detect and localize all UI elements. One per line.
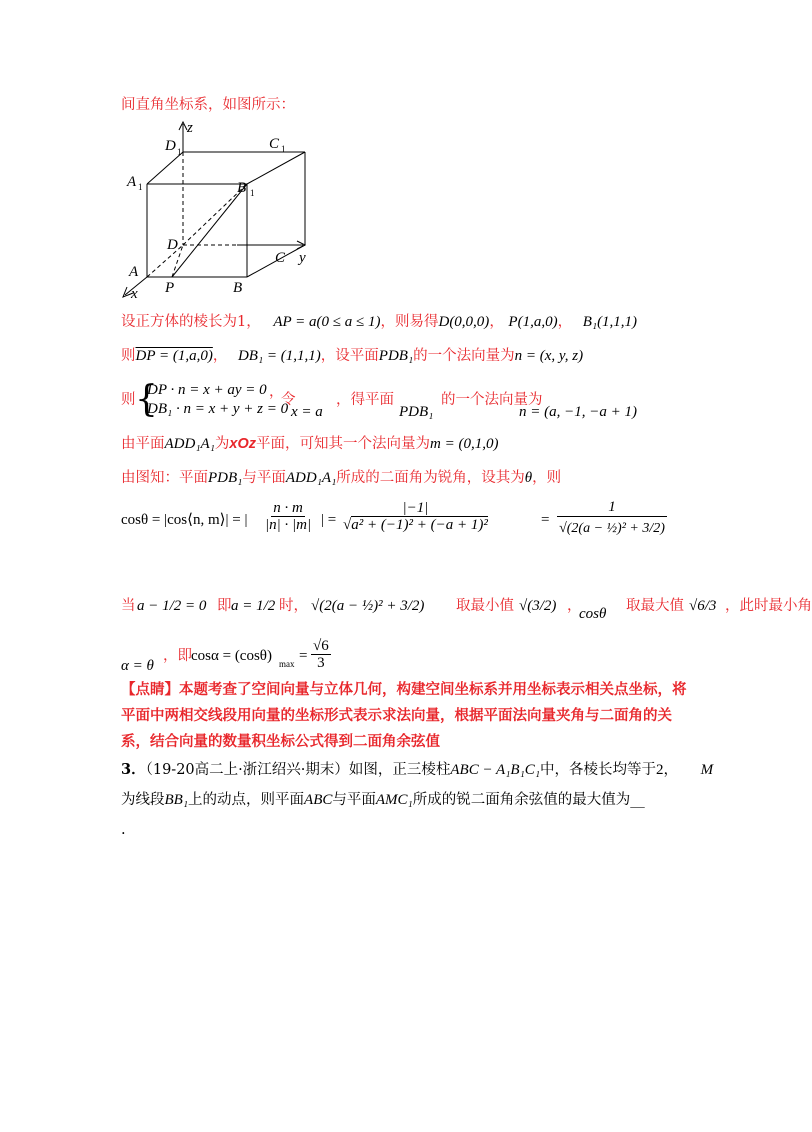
label-b1: B [237,180,247,196]
label-y: y [299,250,306,266]
svg-text:1: 1 [138,182,143,192]
formula-a: a = 1/2 [231,598,276,614]
vector-m: m = (0,1,0) [430,436,499,452]
svg-text:1: 1 [177,147,182,157]
text: ，则易得 [380,314,439,330]
label-b: B [233,280,243,296]
cube-figure [115,112,315,300]
formula-b1: B₁(1,1,1) [582,314,638,330]
formula-p: P(1,a,0) [508,314,558,330]
answer-blank[interactable]: __ [630,792,645,808]
text: 设正方体的棱长为1， [121,314,261,330]
plane-add1a1: ADD₁A₁ [164,436,215,452]
label-a: A [129,264,139,280]
intro-text: 间直角坐标系，如图所示： [121,97,295,113]
formula-cond: a − 1/2 = 0 [137,598,207,614]
line-5: 由图知：平面PDB₁与平面ADD₁A₁所成的二面角为锐角，设其为θ，则 [121,470,562,486]
plane-xoz: xOz [229,436,257,452]
line-1: 设正方体的棱长为1， AP = a(0 ≤ a ≤ 1)，则易得D(0,0,0)， P(1,a,0)， B₁(1,1,1) [121,314,638,330]
frac-final-value: $\frac{√6}{3}$ [313,638,329,671]
line-2: 则DP = (1,a,0)， DB₁ = (1,1,1)，设平面PDB₁的一个法向量为n = (x, y, z) [121,348,584,364]
vector-dp: DP = (1,a,0) [135,348,213,364]
formula-ap: AP = a(0 ≤ a ≤ 1) [273,314,381,330]
label-a1: A [127,174,137,190]
label-c1: C [269,136,280,152]
frac-nm: $\frac{n \cdot m}{|n| \cdot |m|}$ [265,500,312,533]
svg-text:1: 1 [250,188,255,198]
line-4: 由平面ADD₁A₁为xOz平面，可知其一个法向量为m = (0,1,0) [121,436,499,452]
vector-n: n = (x, y, z) [514,348,584,364]
equation-2: DB₁ · n = x + y + z = 0 [147,401,289,417]
frac-abs: $\frac{|-1|}{\text{√a² + (−1)² + (−a + 1)²}}$ [343,500,488,533]
edge-b1c1 [247,152,305,184]
label-x: x [131,286,138,302]
label-p: P [165,280,175,296]
label-z: z [187,120,193,136]
formula-xa: x = a [291,404,323,420]
problem-3-dot: . [121,822,126,838]
label-d: D [167,237,178,253]
max-value: √6/3 [689,598,717,614]
problem-3-line-1: 3．（19-20高二上·浙江绍兴·期末）如图，正三棱柱ABC − A₁B₁C₁中，各棱长均等于2， M [121,761,714,778]
formula-cosa: cosα = (cosθ) [191,648,272,664]
label-c: C [275,250,286,266]
problem-3-line-2: 为线段BB₁上的动点，则平面ABC与平面AMC₁所成的锐二面角余弦值的最大值为__ [121,792,645,808]
frac-final: 1 √(2(a − ½)² + 3/2) [557,498,667,541]
plane-pdb1: PDB₁ [378,348,414,364]
formula-alpha: α = θ [121,658,154,674]
min-value: √(3/2) [519,598,557,614]
formula-cos: cosθ = |cos⟨n, m⟩| = | [121,512,248,528]
vector-db1: DB₁ = (1,1,1) [237,348,321,364]
label-d1: D [165,138,176,154]
plane-pdb1: PDB₁ [399,404,434,420]
equation-1: DP · n = x + ay = 0 [147,382,267,398]
comment-tag: 【点睛】 [121,681,179,698]
comment-line-3: 系，结合向量的数量积坐标公式得到二面角余弦值 [121,733,440,750]
comment-line-1: 【点睛】本题考查了空间向量与立体几何，构建空间坐标系并用坐标表示相关点坐标，将 [121,681,687,698]
prism: ABC − A₁B₁C₁ [450,762,541,778]
vector-n-result: n = (a, −1, −a + 1) [519,404,637,420]
svg-text:1: 1 [281,144,286,154]
comment-line-2: 平面中两相交线段用向量的坐标形式表示求法向量，根据平面法向量夹角与二面角的关 [121,707,672,724]
formula-d: D(0,0,0) [438,314,490,330]
